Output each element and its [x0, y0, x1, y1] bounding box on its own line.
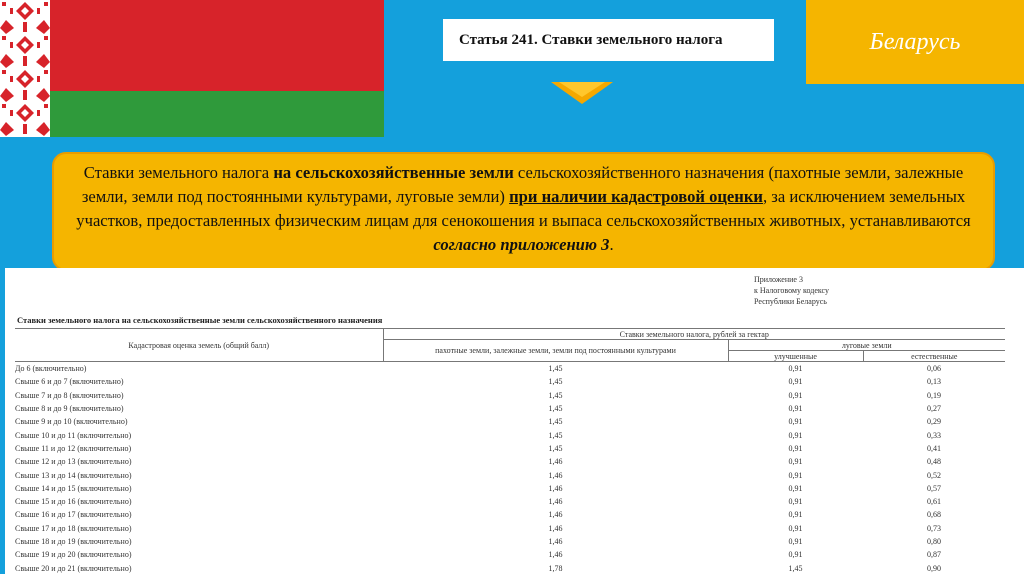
cell-natural: 0,48 — [927, 457, 941, 467]
cell-natural: 0,90 — [927, 563, 941, 573]
row-label: Свыше 15 и до 16 (включительно) — [15, 497, 132, 507]
header-cadastral: Кадастровая оценка земель (общий балл) — [15, 329, 383, 362]
cell-arable: 1,45 — [548, 443, 563, 453]
cell-improved: 0,91 — [788, 510, 803, 520]
table-row — [15, 561, 1005, 574]
row-label: Свыше 18 и до 19 (включительно) — [15, 537, 132, 546]
document-title: Ставки земельного налога на сельскохозяйственные земли сельскохозяйственного назначения — [17, 315, 383, 325]
cell-arable: 1,45 — [548, 377, 563, 387]
cell-natural: 0,87 — [927, 550, 941, 560]
table-row — [15, 548, 1005, 561]
cell-improved: 0,91 — [788, 430, 803, 440]
table-row — [15, 455, 1005, 468]
cell-improved: 0,91 — [788, 390, 803, 400]
cell-improved: 0,91 — [788, 443, 803, 453]
cell-natural: 0,41 — [927, 443, 941, 453]
cell-arable: 1,46 — [548, 550, 563, 560]
flag-green-band — [50, 91, 384, 137]
cell-improved: 0,91 — [788, 377, 803, 387]
cell-improved: 0,91 — [788, 550, 803, 560]
summary-text: сельскохозяйственного назначения (пахотные земли, залежные земли, земли под постоянными культурами, луговые земли) — [81, 163, 964, 206]
table-row — [15, 495, 1005, 508]
cell-improved: 0,91 — [788, 470, 803, 480]
cell-arable: 1,78 — [548, 563, 563, 573]
cell-improved: 0,91 — [788, 404, 803, 414]
table-row — [15, 402, 1005, 415]
belarus-flag — [0, 0, 384, 137]
summary-text: Ставки земельного налога — [83, 163, 274, 182]
cell-natural: 0,06 — [927, 364, 941, 374]
annex-line: Приложение 3 — [754, 275, 803, 284]
table-row — [15, 389, 1005, 402]
row-label: Свыше 6 и до 7 (включительно) — [15, 377, 124, 387]
cell-natural: 0,29 — [927, 417, 941, 427]
cell-arable: 1,45 — [548, 417, 563, 427]
table-row — [15, 442, 1005, 455]
cell-natural: 0,80 — [927, 537, 941, 546]
cell-natural: 0,61 — [927, 497, 941, 507]
cell-improved: 0,91 — [788, 483, 803, 493]
table-row — [15, 508, 1005, 521]
summary-box — [52, 152, 995, 271]
header-arable: пахотные земли, залежные земли, земли под постоянными культурами — [383, 340, 728, 362]
table-row — [15, 482, 1005, 495]
header-meadow: луговые земли — [728, 340, 1005, 351]
row-label: Свыше 8 и до 9 (включительно) — [15, 404, 124, 414]
row-label: Свыше 9 и до 10 (включительно) — [15, 417, 128, 427]
cell-arable: 1,45 — [548, 430, 563, 440]
cell-natural: 0,33 — [927, 430, 941, 440]
annex-line: Республики Беларусь — [754, 297, 827, 306]
header-rates-group: Ставки земельного налога, рублей за гектар — [383, 329, 1005, 340]
row-label: Свыше 7 и до 8 (включительно) — [15, 390, 124, 400]
article-title: Статья 241. Ставки земельного налога — [459, 31, 723, 48]
summary-text: , за исключением земельных участков, предоставленных физическим лицам для сенокошения и выпаса сельскохозяйственных животных, устанавливаются — [76, 187, 971, 230]
cell-improved: 1,45 — [788, 563, 803, 573]
row-label: Свыше 12 и до 13 (включительно) — [15, 457, 132, 467]
cell-natural: 0,68 — [927, 510, 941, 520]
cell-natural: 0,27 — [927, 404, 941, 414]
table-row — [15, 468, 1005, 481]
row-label: Свыше 19 и до 20 (включительно) — [15, 550, 132, 560]
cell-natural: 0,73 — [927, 523, 941, 533]
table-row — [15, 428, 1005, 441]
table-row — [15, 362, 1005, 376]
cell-improved: 0,91 — [788, 364, 803, 374]
cell-arable: 1,46 — [548, 537, 563, 546]
cell-natural: 0,52 — [927, 470, 941, 480]
ornament-pattern-icon — [0, 0, 50, 137]
row-label: Свыше 17 и до 18 (включительно) — [15, 523, 132, 533]
summary-bold-annex: согласно приложению 3 — [433, 235, 610, 254]
tax-rates-table — [15, 328, 1005, 574]
cell-natural: 0,57 — [927, 483, 941, 493]
row-label: Свыше 16 и до 17 (включительно) — [15, 510, 132, 520]
flag-ornament — [0, 0, 50, 137]
table-row — [15, 522, 1005, 535]
table-row — [15, 375, 1005, 388]
country-label: Беларусь — [869, 28, 961, 55]
document-scan — [5, 268, 1024, 574]
cell-arable: 1,46 — [548, 510, 563, 520]
cell-improved: 0,91 — [788, 457, 803, 467]
summary-bold-cadastral: при наличии кадастровой оценки — [509, 187, 763, 206]
row-label: Свыше 11 и до 12 (включительно) — [15, 443, 132, 453]
cell-improved: 0,91 — [788, 523, 803, 533]
cell-natural: 0,19 — [927, 390, 941, 400]
cell-improved: 0,91 — [788, 417, 803, 427]
row-label: Свыше 14 и до 15 (включительно) — [15, 483, 132, 493]
cell-improved: 0,91 — [788, 497, 803, 507]
row-label: Свыше 20 и до 21 (включительно) — [15, 563, 132, 573]
cell-arable: 1,46 — [548, 483, 563, 493]
annex-line: к Налоговому кодексу — [754, 286, 829, 295]
header-natural: естественные — [863, 351, 1005, 362]
cell-arable: 1,45 — [548, 404, 563, 414]
cell-arable: 1,45 — [548, 390, 563, 400]
cell-arable: 1,46 — [548, 523, 563, 533]
flag-red-band — [50, 0, 384, 91]
country-label-box — [806, 0, 1024, 84]
annex-reference — [754, 274, 829, 307]
summary-bold-farmland: на сельскохозяйственные земли — [273, 163, 514, 182]
cell-arable: 1,46 — [548, 470, 563, 480]
cell-arable: 1,45 — [548, 364, 563, 374]
cell-improved: 0,91 — [788, 537, 803, 546]
cell-arable: 1,46 — [548, 497, 563, 507]
article-title-box — [443, 19, 774, 61]
cell-arable: 1,46 — [548, 457, 563, 467]
summary-text: . — [609, 235, 614, 254]
arrow-down-icon — [551, 82, 613, 104]
cell-natural: 0,13 — [927, 377, 941, 387]
row-label: Свыше 10 и до 11 (включительно) — [15, 430, 132, 440]
table-row — [15, 415, 1005, 428]
row-label: До 6 (включительно) — [15, 364, 87, 374]
table-row — [15, 535, 1005, 548]
header-improved: улучшенные — [728, 351, 863, 362]
row-label: Свыше 13 и до 14 (включительно) — [15, 470, 132, 480]
